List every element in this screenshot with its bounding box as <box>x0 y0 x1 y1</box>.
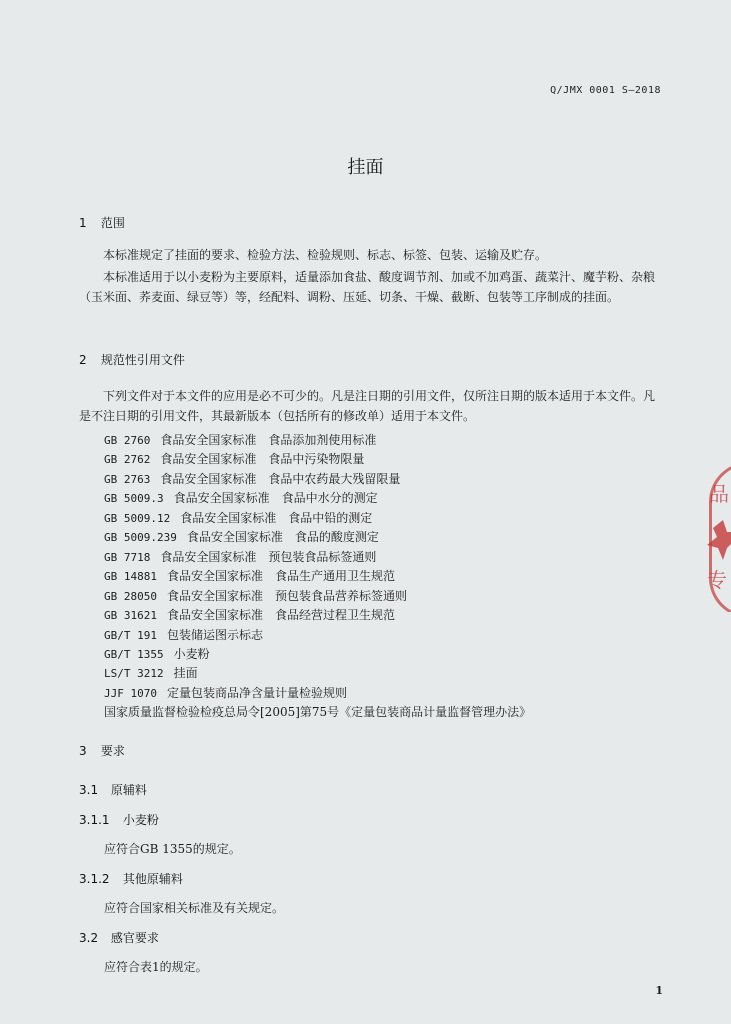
reference-title: 食品安全国家标准 食品中农药最大残留限量 <box>160 471 401 486</box>
section-3-1-1-heading <box>79 811 159 828</box>
scope-text: 本标准规定了挂面的要求、检验方法、检验规则、标志、标签、包装、运输及贮存。 <box>103 248 548 262</box>
section-title: 原辅料 <box>110 783 147 797</box>
reference-item <box>104 489 531 508</box>
reference-title: 食品安全国家标准 预包装食品标签通则 <box>160 549 377 564</box>
reference-item <box>104 703 531 722</box>
reference-item <box>104 431 531 450</box>
reference-title: 食品安全国家标准 食品的酸度测定 <box>186 530 379 545</box>
section-title: 范围 <box>100 216 125 230</box>
reference-code: GB 5009.3 <box>104 492 164 506</box>
reference-title: 国家质量监督检验检疫总局令[2005]第75号《定量包装商品计量监督管理办法》 <box>104 705 532 720</box>
reference-code: GB 5009.12 <box>104 511 171 525</box>
section-number: 1 <box>79 216 87 230</box>
reference-item <box>104 509 531 528</box>
page-number: 1 <box>655 984 663 997</box>
reference-item <box>104 548 531 567</box>
reference-title: 小麦粉 <box>173 646 210 661</box>
reference-title: 食品安全国家标准 食品生产通用卫生规范 <box>166 569 395 584</box>
reference-title: 挂面 <box>173 666 198 681</box>
reference-item <box>104 528 531 547</box>
other-materials-requirement: 应符合国家相关标准及有关规定。 <box>104 901 285 915</box>
reference-title: 定量包装商品净含量计量检验规则 <box>166 685 347 700</box>
section-number: 3.2 <box>79 931 99 945</box>
reference-item <box>104 587 531 606</box>
normative-intro <box>79 387 663 426</box>
reference-item <box>104 664 531 683</box>
seal-character: 品 <box>709 482 729 506</box>
section-number: 3 <box>79 744 87 758</box>
scope-text: 本标准适用于以小麦粉为主要原料，适量添加食盐、酸度调节剂、加或不加鸡蛋、蔬菜汁、魔芋粉、杂粮（玉米面、荞麦面、绿豆等）等，经配料、调粉、压延、切条、干燥、截断、包装等工序制成的挂面。 <box>79 270 656 304</box>
section-title: 其他原辅料 <box>122 872 183 886</box>
section-number: 3.1 <box>79 783 99 797</box>
reference-title: 包装储运图示标志 <box>166 627 263 642</box>
reference-code: GB 7718 <box>104 550 151 564</box>
section-3-heading <box>79 742 125 759</box>
reference-list <box>104 431 531 723</box>
wheat-flour-requirement: 应符合GB 1355的规定。 <box>104 842 241 856</box>
reference-code: GB 5009.239 <box>104 531 177 545</box>
reference-item <box>104 626 531 645</box>
reference-code: GB 14881 <box>104 570 157 584</box>
reference-item <box>104 606 531 625</box>
reference-item <box>104 645 531 664</box>
reference-code: GB 2762 <box>104 453 151 467</box>
reference-code: GB 2760 <box>104 434 151 447</box>
sensory-requirement: 应符合表1的规定。 <box>104 960 208 974</box>
company-seal <box>701 462 731 612</box>
reference-item <box>104 567 531 586</box>
document-title: 挂面 <box>347 157 384 178</box>
reference-code: GB 31621 <box>104 609 157 623</box>
section-title: 小麦粉 <box>122 813 159 827</box>
reference-title: 食品安全国家标准 预包装食品营养标签通则 <box>166 588 407 603</box>
reference-item <box>104 684 531 703</box>
reference-title: 食品安全国家标准 食品中污染物限量 <box>160 452 365 467</box>
reference-code: LS/T 3212 <box>104 667 164 681</box>
reference-title: 食品安全国家标准 食品经营过程卫生规范 <box>166 608 395 623</box>
reference-code: GB 28050 <box>104 589 157 603</box>
section-3-2-heading <box>79 929 159 946</box>
reference-title: 食品安全国家标准 食品中水分的测定 <box>173 491 378 506</box>
seal-character: 专 <box>707 568 727 592</box>
reference-code: JJF 1070 <box>104 686 157 700</box>
scope-paragraph-1 <box>79 246 663 266</box>
section-title: 要求 <box>100 744 125 758</box>
section-title: 感官要求 <box>110 931 159 945</box>
section-2-heading <box>79 351 185 368</box>
reference-title: 食品安全国家标准 食品添加剂使用标准 <box>160 433 377 447</box>
section-title: 规范性引用文件 <box>100 353 185 367</box>
section-number: 2 <box>79 353 87 367</box>
reference-title: 食品安全国家标准 食品中铅的测定 <box>180 510 373 525</box>
section-3-1-2-heading <box>79 870 183 887</box>
section-1-heading <box>79 214 125 231</box>
section-number: 3.1.2 <box>79 872 110 886</box>
reference-code: GB 2763 <box>104 472 151 486</box>
section-3-1-heading <box>79 781 147 798</box>
reference-item <box>104 450 531 469</box>
reference-code: GB/T 1355 <box>104 647 164 661</box>
reference-code: GB/T 191 <box>104 628 157 642</box>
scope-paragraph-2 <box>79 268 663 307</box>
section-number: 3.1.1 <box>79 813 110 827</box>
reference-item <box>104 470 531 489</box>
intro-text: 下列文件对于本文件的应用是必不可少的。凡是注日期的引用文件，仅所注日期的版本适用于本文件。凡是不注日期的引用文件，其最新版本（包括所有的修改单）适用于本文件。 <box>79 389 656 423</box>
standard-code: Q/JMX 0001 S—2018 <box>550 85 661 96</box>
